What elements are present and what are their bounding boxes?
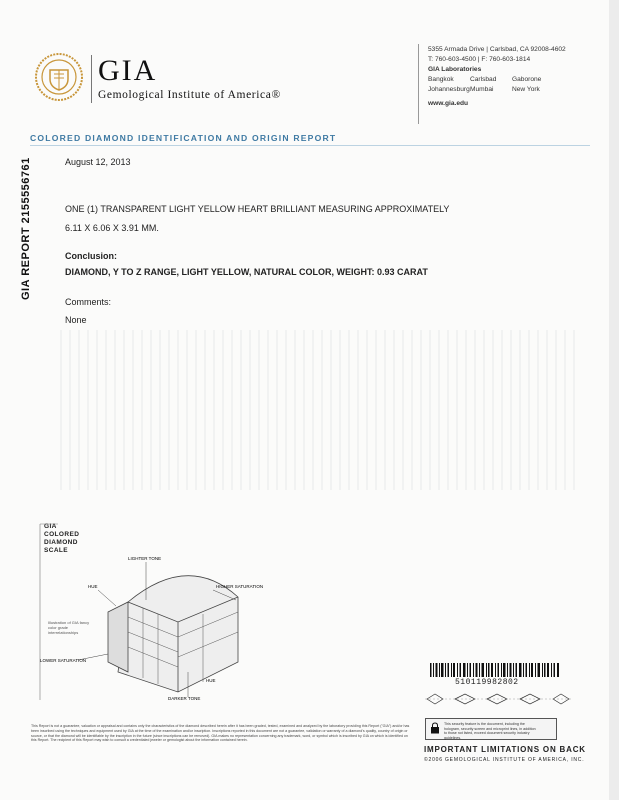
- description-line-1: ONE (1) TRANSPARENT LIGHT YELLOW HEART BRILLIANT MEASURING APPROXIMATELY: [65, 204, 450, 214]
- labs-list: [428, 75, 566, 95]
- hologram-text: This security feature is the document, including the hologram, security screen and microprint lines, in addition to those not listed, exceed document security industry guidelines.: [444, 722, 536, 740]
- scale-title-line: COLORED: [44, 531, 80, 538]
- security-watermark: [60, 330, 580, 490]
- lab-city: Carlsbad: [470, 76, 497, 83]
- scale-title-line: SCALE: [44, 547, 69, 554]
- scale-title-line: GIA: [44, 523, 57, 530]
- contact-divider: [418, 44, 419, 124]
- description-line-2: 6.11 X 6.06 X 3.91 MM.: [65, 223, 159, 233]
- comments-value: None: [65, 315, 87, 325]
- lab-city: Bangkok: [428, 76, 454, 83]
- report-title: COLORED DIAMOND IDENTIFICATION AND ORIGIN REPORT: [30, 133, 337, 143]
- disclaimer-text: This Report is not a guarantee, valuation or appraisal and contains only the characteristics of the diamond described herein after it has been graded, tested, examined and analyzed by the laboratory providing this Report ("GIA") and/or has been inscribed using the techniques and equipment used by GIA at the time of the examination and/or inscription. Inscriptions reported in this document are not a guarantee, validation or warranty of a diamond's quality, country of origin or source, or that the diamond will be identifiable by the inscription in the future (since inscriptions can be removed). GIA makes no representation concerning any trademark, word, or symbol which is inscribed by GIA on which is identified on this Report. The recipient of this Report may wish to consult a credentialed jeweler or gemologist about the information contained herein.: [31, 724, 410, 743]
- important-limitations: IMPORTANT LIMITATIONS ON BACK: [424, 745, 586, 754]
- scale-label-higher-saturation: HIGHER SATURATION: [216, 584, 264, 589]
- scale-label-lighter: LIGHTER TONE: [128, 556, 162, 561]
- scale-label-hue: HUE: [88, 584, 98, 589]
- barcode-number: 510119982802: [455, 678, 519, 687]
- conclusion-label: Conclusion:: [65, 251, 117, 261]
- gia-subtitle: Gemological Institute of America®: [98, 89, 281, 101]
- scale-note: Illustration of GIA fancy color grade interrelationships: [48, 620, 90, 635]
- scale-label-hue-2: HUE: [206, 678, 216, 683]
- page-edge: [609, 0, 619, 800]
- website-link[interactable]: www.gia.edu: [428, 100, 469, 107]
- lab-city: Johannesburg: [428, 86, 470, 93]
- conclusion-text: DIAMOND, Y TO Z RANGE, LIGHT YELLOW, NATURAL COLOR, WEIGHT: 0.93 CARAT: [65, 267, 428, 277]
- barcode: [430, 663, 560, 677]
- report-date: August 12, 2013: [65, 157, 131, 167]
- lab-city: Mumbai: [470, 86, 494, 93]
- lab-city: Gaborone: [512, 76, 542, 83]
- scale-label-darker: DARKER TONE: [168, 696, 201, 701]
- contact-block: [428, 45, 566, 109]
- address-line: 5355 Armada Drive | Carlsbad, CA 92008-4602: [428, 46, 566, 53]
- copyright: ©2006 GEMOLOGICAL INSTITUTE OF AMERICA, INC.: [424, 757, 585, 763]
- phone-line: T: 760-603-4500 | F: 760-603-1814: [428, 56, 531, 63]
- lock-icon: [430, 722, 440, 734]
- gia-wordmark: GIA: [98, 54, 158, 87]
- labs-title: GIA Laboratories: [428, 66, 482, 73]
- colored-diamond-scale-diagram: [38, 522, 288, 702]
- title-rule: [30, 145, 590, 146]
- gem-security-strip: [425, 692, 573, 706]
- report-number-side-label: GIA REPORT 2155556761: [20, 157, 32, 300]
- gia-seal-logo: [34, 52, 84, 102]
- logo-divider: [91, 55, 92, 103]
- comments-label: Comments:: [65, 297, 112, 307]
- scale-label-lower-saturation: LOWER SATURATION: [40, 658, 87, 663]
- scale-title-line: DIAMOND: [44, 539, 78, 546]
- lab-city: New York: [512, 86, 540, 93]
